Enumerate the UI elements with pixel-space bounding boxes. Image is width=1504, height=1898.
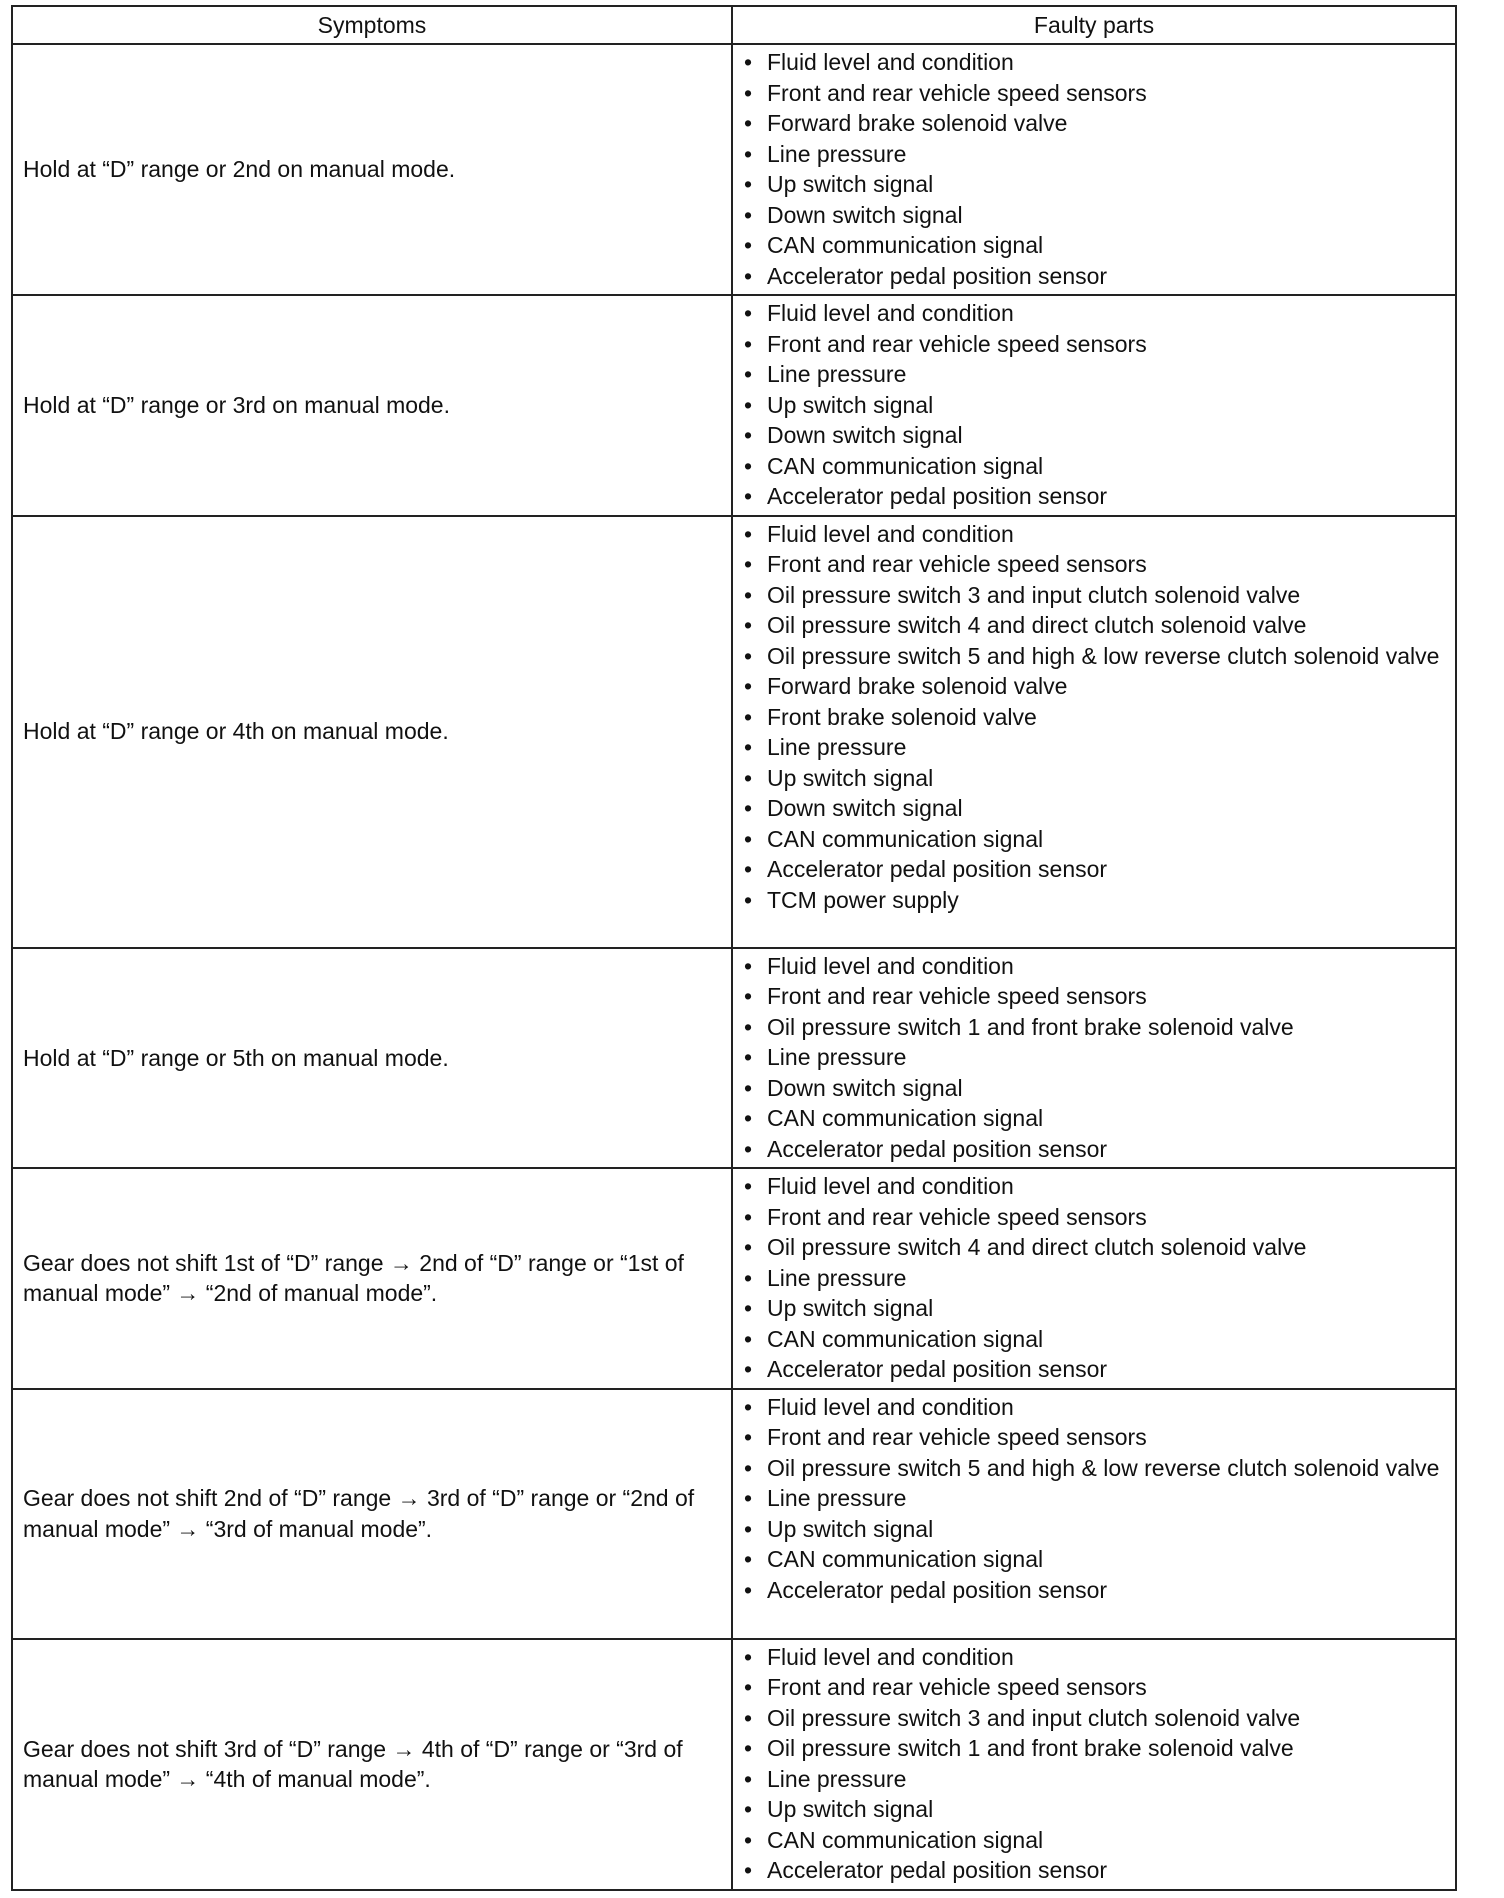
faulty-part-item: • Accelerator pedal position sensor	[743, 1855, 1445, 1886]
faulty-part-item: • Accelerator pedal position sensor	[743, 1354, 1445, 1385]
faulty-part-item: • Oil pressure switch 4 and direct clutch solenoid valve	[743, 1232, 1445, 1263]
faulty-part-item: • Up switch signal	[743, 1794, 1445, 1825]
faulty-parts-list	[743, 1392, 1445, 1606]
faulty-parts-list	[743, 1642, 1445, 1886]
faulty-part-item: • Line pressure	[743, 1042, 1445, 1073]
symptom-cell: Hold at “D” range or 4th on manual mode.	[12, 516, 732, 948]
faulty-part-item: • Accelerator pedal position sensor	[743, 1575, 1445, 1606]
faulty-part-item: • Accelerator pedal position sensor	[743, 261, 1445, 292]
faulty-part-item: • Line pressure	[743, 1263, 1445, 1294]
table-row	[12, 948, 1456, 1169]
table-row	[12, 1168, 1456, 1389]
faulty-part-item: • Up switch signal	[743, 763, 1445, 794]
faulty-part-item: • Front and rear vehicle speed sensors	[743, 78, 1445, 109]
faulty-parts-header: Faulty parts	[732, 6, 1456, 44]
faulty-parts-cell	[732, 44, 1456, 295]
faulty-parts-list	[743, 298, 1445, 512]
faulty-part-item: • Front and rear vehicle speed sensors	[743, 1202, 1445, 1233]
faulty-part-item: • Line pressure	[743, 732, 1445, 763]
faulty-part-item: • Front brake solenoid valve	[743, 702, 1445, 733]
faulty-part-item: • Oil pressure switch 1 and front brake solenoid valve	[743, 1733, 1445, 1764]
faulty-part-item: • Down switch signal	[743, 200, 1445, 231]
faulty-part-item: • Fluid level and condition	[743, 47, 1445, 78]
symptom-cell: Gear does not shift 2nd of “D” range → 3rd of “D” range or “2nd of manual mode” → “3rd of manual mode”.	[12, 1389, 732, 1639]
faulty-part-item: • Down switch signal	[743, 1073, 1445, 1104]
faulty-parts-cell	[732, 948, 1456, 1169]
faulty-parts-cell	[732, 295, 1456, 516]
faulty-part-item: • Fluid level and condition	[743, 1642, 1445, 1673]
faulty-part-item: • Down switch signal	[743, 420, 1445, 451]
faulty-part-item: • CAN communication signal	[743, 824, 1445, 855]
faulty-part-item: • Oil pressure switch 1 and front brake solenoid valve	[743, 1012, 1445, 1043]
symptom-cell: Hold at “D” range or 5th on manual mode.	[12, 948, 732, 1169]
faulty-part-item: • Line pressure	[743, 1764, 1445, 1795]
symptom-cell: Hold at “D” range or 3rd on manual mode.	[12, 295, 732, 516]
faulty-parts-list	[743, 951, 1445, 1165]
faulty-parts-list	[743, 1171, 1445, 1385]
faulty-part-item: • Front and rear vehicle speed sensors	[743, 329, 1445, 360]
faulty-part-item: • CAN communication signal	[743, 230, 1445, 261]
table-body	[12, 44, 1456, 1890]
faulty-part-item: • CAN communication signal	[743, 1544, 1445, 1575]
faulty-part-item: • Fluid level and condition	[743, 1171, 1445, 1202]
header-row	[12, 6, 1456, 44]
faulty-part-item: • Line pressure	[743, 1483, 1445, 1514]
faulty-part-item: • Front and rear vehicle speed sensors	[743, 981, 1445, 1012]
faulty-parts-cell	[732, 1168, 1456, 1389]
faulty-part-item: • Accelerator pedal position sensor	[743, 481, 1445, 512]
symptoms-header: Symptoms	[12, 6, 732, 44]
faulty-part-item: • Oil pressure switch 3 and input clutch solenoid valve	[743, 1703, 1445, 1734]
faulty-part-item: • Oil pressure switch 4 and direct clutch solenoid valve	[743, 610, 1445, 641]
symptom-cell: Gear does not shift 1st of “D” range → 2nd of “D” range or “1st of manual mode” → “2nd of manual mode”.	[12, 1168, 732, 1389]
symptom-cell: Hold at “D” range or 2nd on manual mode.	[12, 44, 732, 295]
faulty-parts-cell	[732, 1389, 1456, 1639]
faulty-part-item: • Down switch signal	[743, 793, 1445, 824]
faulty-part-item: • Oil pressure switch 5 and high & low reverse clutch solenoid valve	[743, 1453, 1445, 1484]
table-row	[12, 516, 1456, 948]
faulty-part-item: • Up switch signal	[743, 1293, 1445, 1324]
faulty-part-item: • Oil pressure switch 5 and high & low reverse clutch solenoid valve	[743, 641, 1445, 672]
faulty-part-item: • TCM power supply	[743, 885, 1445, 916]
faulty-part-item: • Line pressure	[743, 359, 1445, 390]
faulty-parts-cell	[732, 1639, 1456, 1890]
symptom-cell: Gear does not shift 3rd of “D” range → 4th of “D” range or “3rd of manual mode” → “4th of manual mode”.	[12, 1639, 732, 1890]
faulty-part-item: • Accelerator pedal position sensor	[743, 854, 1445, 885]
faulty-part-item: • Up switch signal	[743, 169, 1445, 200]
table-row	[12, 44, 1456, 295]
faulty-parts-cell	[732, 516, 1456, 948]
faulty-part-item: • Up switch signal	[743, 390, 1445, 421]
faulty-part-item: • Forward brake solenoid valve	[743, 108, 1445, 139]
faulty-part-item: • Front and rear vehicle speed sensors	[743, 1422, 1445, 1453]
faulty-part-item: • Oil pressure switch 3 and input clutch solenoid valve	[743, 580, 1445, 611]
table-row	[12, 1389, 1456, 1639]
faulty-part-item: • Fluid level and condition	[743, 951, 1445, 982]
faulty-part-item: • Line pressure	[743, 139, 1445, 170]
faulty-parts-list	[743, 47, 1445, 291]
table-row	[12, 295, 1456, 516]
faulty-part-item: • Accelerator pedal position sensor	[743, 1134, 1445, 1165]
faulty-part-item: • Up switch signal	[743, 1514, 1445, 1545]
faulty-parts-list	[743, 519, 1445, 916]
faulty-part-item: • CAN communication signal	[743, 1825, 1445, 1856]
faulty-part-item: • Front and rear vehicle speed sensors	[743, 549, 1445, 580]
faulty-part-item: • Forward brake solenoid valve	[743, 671, 1445, 702]
faulty-part-item: • CAN communication signal	[743, 1324, 1445, 1355]
faulty-part-item: • CAN communication signal	[743, 451, 1445, 482]
table-row	[12, 1639, 1456, 1890]
faulty-part-item: • Fluid level and condition	[743, 519, 1445, 550]
faulty-part-item: • CAN communication signal	[743, 1103, 1445, 1134]
symptoms-faulty-parts-table	[11, 5, 1457, 1891]
faulty-part-item: • Front and rear vehicle speed sensors	[743, 1672, 1445, 1703]
faulty-part-item: • Fluid level and condition	[743, 298, 1445, 329]
faulty-part-item: • Fluid level and condition	[743, 1392, 1445, 1423]
